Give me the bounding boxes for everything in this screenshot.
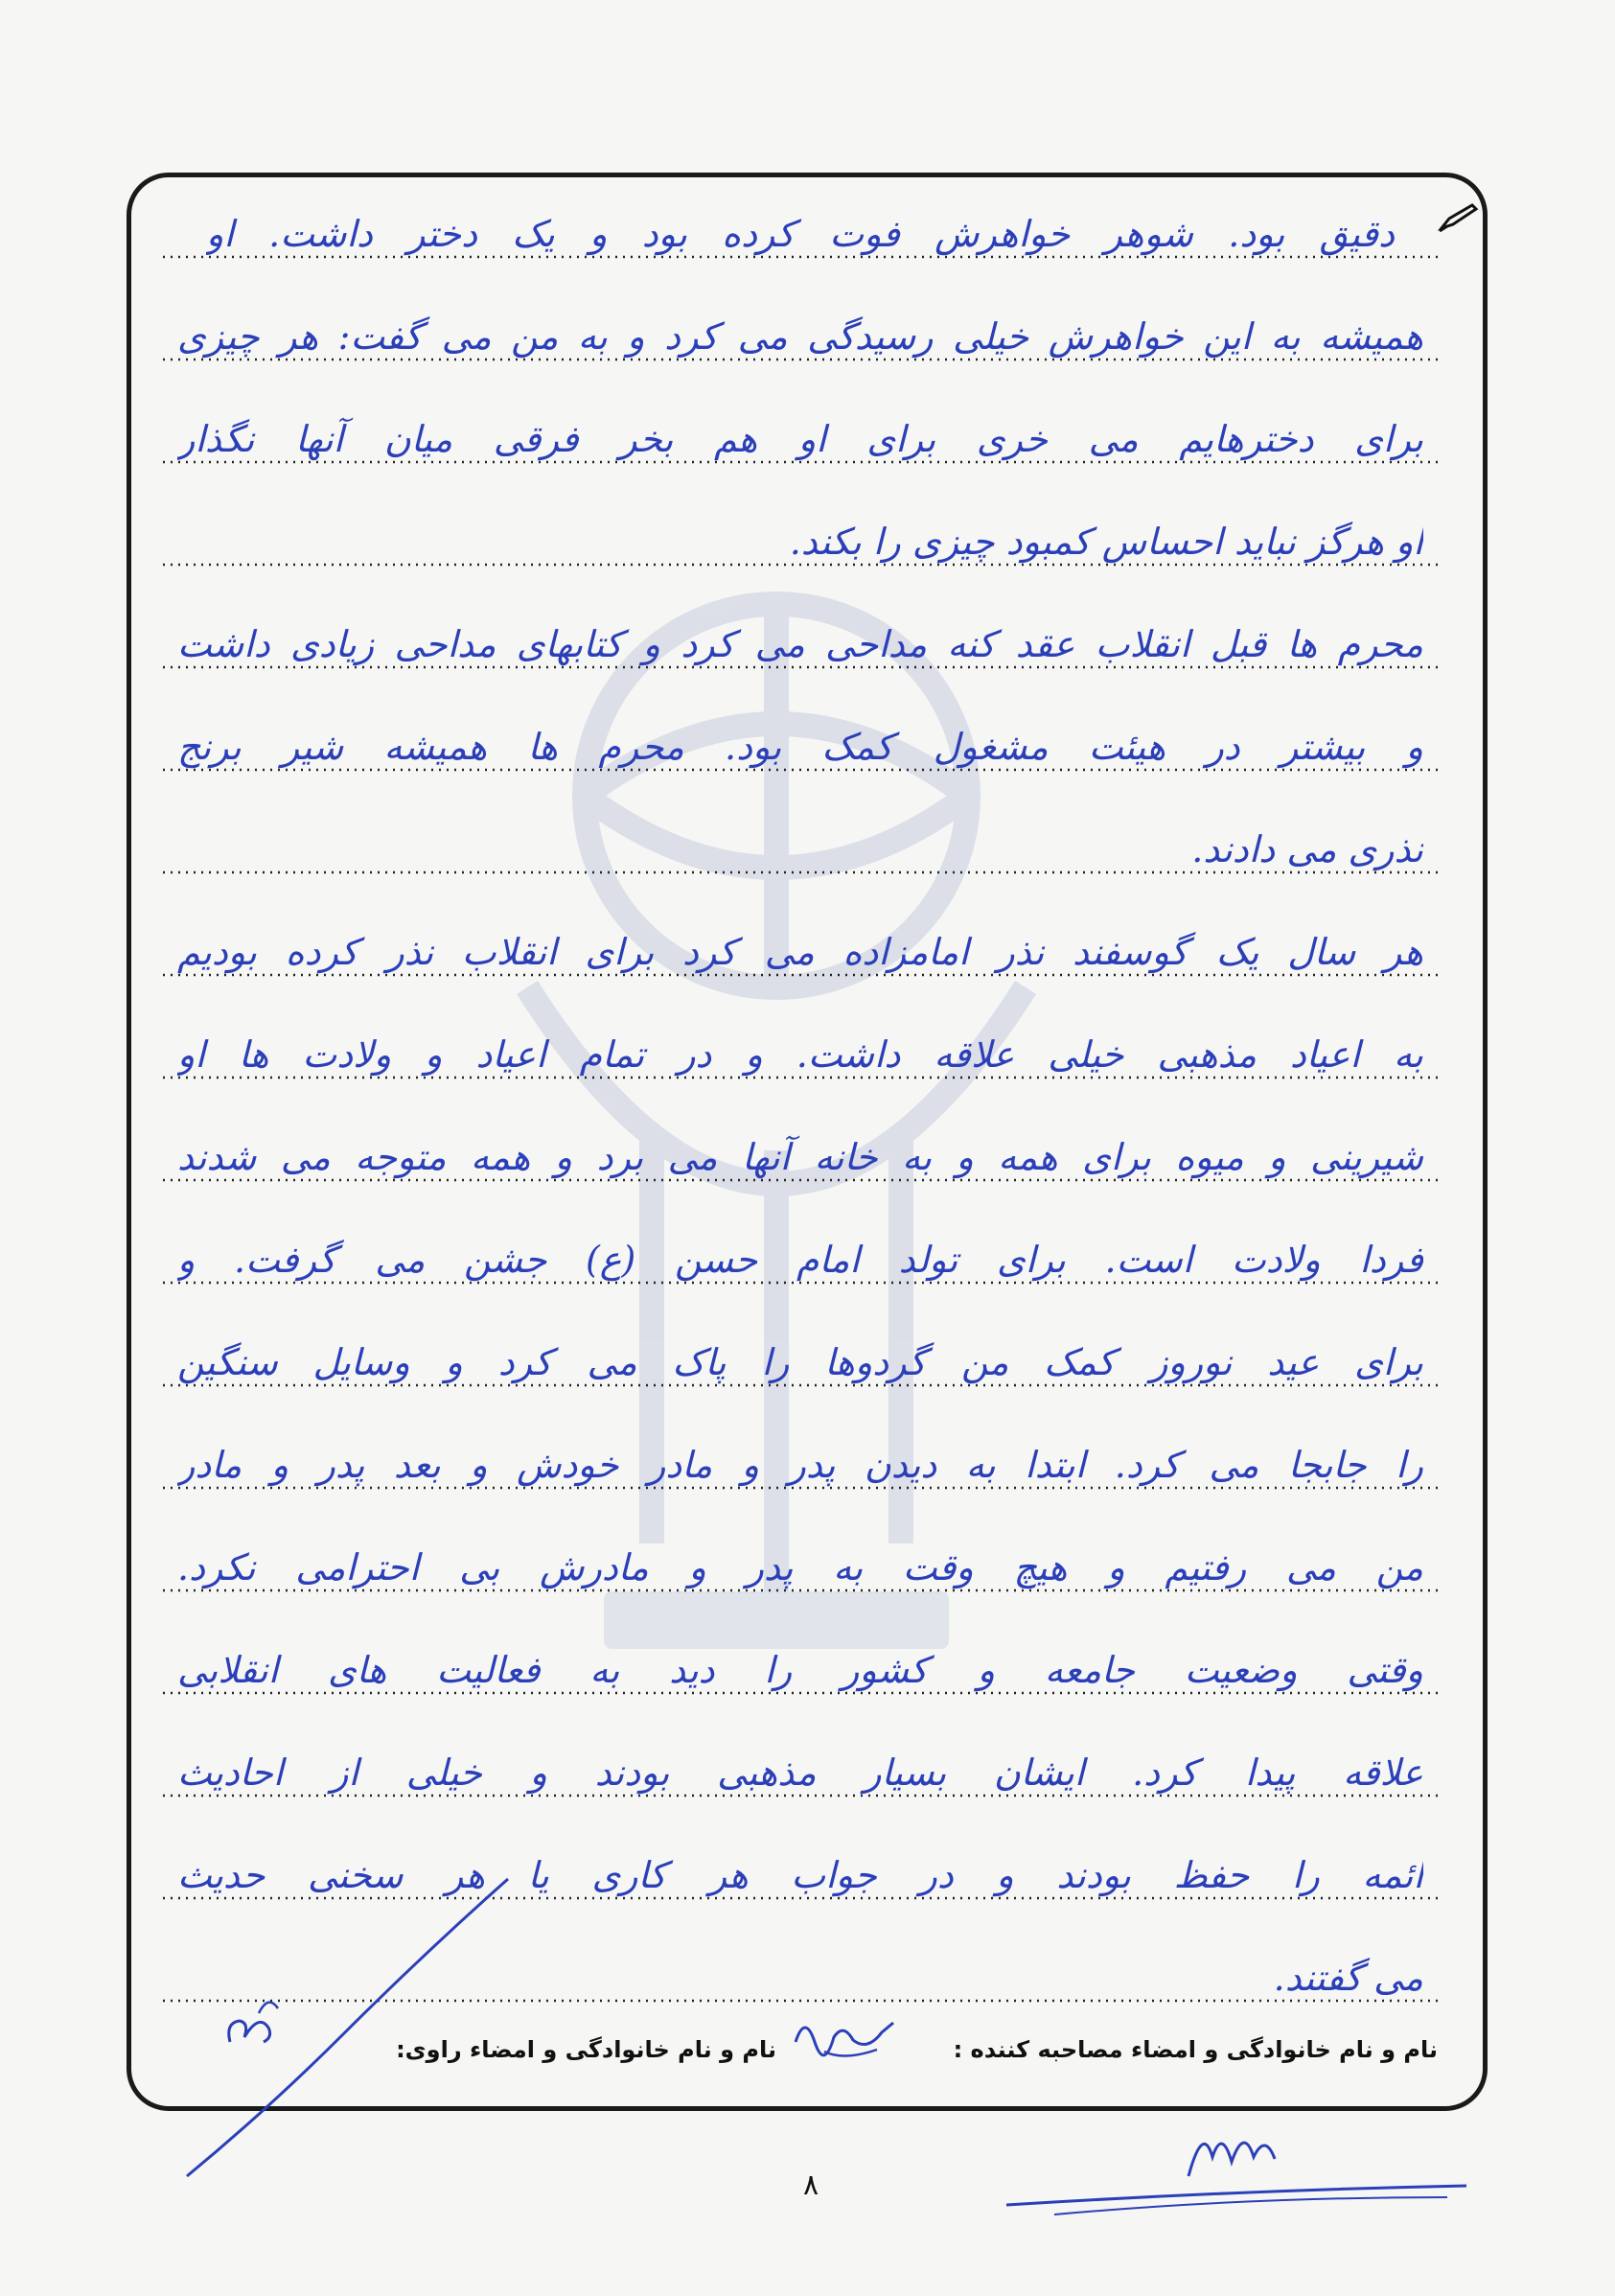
- handwritten-line: نذری می دادند.: [1191, 828, 1423, 870]
- handwritten-line: ائمه را حفظ بودند و در جواب هر کاری یا هر سخنی حدیث: [177, 1854, 1423, 1896]
- pen-icon: [1438, 199, 1480, 234]
- handwritten-line: را جابجا می کرد. ابتدا به دیدن پدر و مادر خودش و بعد پدر و مادر: [177, 1444, 1423, 1486]
- handwritten-line: دقیق بود. شوهر خواهرش فوت کرده بود و یک دختر داشت. او: [206, 213, 1395, 255]
- handwritten-line: فردا ولادت است. برای تولد امام حسن (ع) جشن می گرفت. و: [177, 1239, 1423, 1281]
- handwritten-line: شیرینی و میوه برای همه و به خانه آنها می برد و همه متوجه می شدند: [177, 1136, 1423, 1178]
- handwritten-line: علاقه پیدا کرد. ایشان بسیار مذهبی بودند و خیلی از احادیث: [177, 1751, 1423, 1794]
- handwritten-line: وقتی وضعیت جامعه و کشور را دید به فعالیت های انقلابی: [177, 1649, 1423, 1691]
- page-number: ۸: [802, 2168, 819, 2202]
- handwritten-line: همیشه به این خواهرش خیلی رسیدگی می کرد و به من می گفت: هر چیزی: [177, 315, 1423, 358]
- handwritten-line: او هرگز نباید احساس کمبود چیزی را بکند.: [789, 521, 1423, 563]
- narrator-signature-label: نام و نام خانوادگی و امضاء راوی:: [396, 2036, 776, 2063]
- handwritten-line: می گفتند.: [1273, 1957, 1423, 1999]
- interviewer-signature-label: نام و نام خانوادگی و امضاء مصاحبه کننده :: [953, 2036, 1438, 2063]
- handwritten-line: من می رفتیم و هیچ وقت به پدر و مادرش بی احترامی نکرد.: [177, 1546, 1423, 1589]
- handwritten-line: به اعیاد مذهبی خیلی علاقه داشت. و در تمام اعیاد و ولادت ها او: [177, 1033, 1423, 1076]
- handwritten-line: برای عید نوروز کمک من گردوها را پاک می کرد و وسایل سنگین: [177, 1341, 1423, 1383]
- handwritten-line: و بیشتر در هیئت مشغول کمک بود. محرم ها همیشه شیر برنج: [177, 726, 1423, 768]
- official-signature: [997, 2119, 1476, 2224]
- handwritten-line: برای دخترهایم می خری برای او هم بخر فرقی میان آنها نگذار: [177, 418, 1423, 460]
- handwritten-line: محرم ها قبل انقلاب عقد کنه مداحی می کرد و کتابهای مداحی زیادی داشت: [177, 623, 1423, 665]
- signature-footer: [168, 2023, 1438, 2080]
- handwritten-line: هر سال یک گوسفند نذر امامزاده می کرد برای انقلاب نذر کرده بودیم: [177, 931, 1423, 973]
